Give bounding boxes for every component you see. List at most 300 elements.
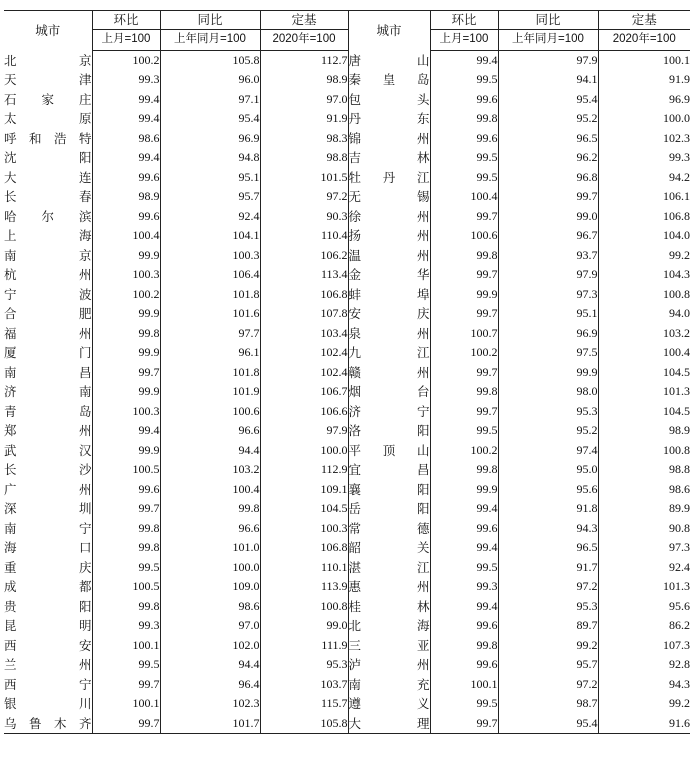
- right-yoy-value: 95.4: [498, 714, 598, 734]
- left-yoy-value: 92.4: [160, 207, 260, 227]
- right-yoy-value: 96.9: [498, 324, 598, 344]
- left-city-name: 沈阳: [4, 150, 92, 166]
- price-index-table: [4, 10, 690, 734]
- left-yoy-value: 95.1: [160, 168, 260, 188]
- left-base-value: 103.7: [260, 675, 348, 695]
- right-mom-value: 99.7: [430, 265, 498, 285]
- left-base-value: 112.7: [260, 50, 348, 70]
- left-base-value: 97.2: [260, 187, 348, 207]
- right-yoy-value: 93.7: [498, 246, 598, 266]
- right-mom-value: 99.4: [430, 499, 498, 519]
- left-mom-value: 99.8: [92, 538, 160, 558]
- right-base-value: 98.6: [598, 480, 690, 500]
- left-city-name: 贵阳: [4, 598, 92, 614]
- right-base-value: 92.8: [598, 655, 690, 675]
- left-city-name: 合肥: [4, 306, 92, 322]
- right-base-value: 99.3: [598, 148, 690, 168]
- left-base-value: 98.9: [260, 70, 348, 90]
- right-mom-value: 99.8: [430, 636, 498, 656]
- table-row: [4, 636, 690, 656]
- right-base-value: 94.2: [598, 168, 690, 188]
- left-yoy-value: 101.0: [160, 538, 260, 558]
- table-row: [4, 343, 690, 363]
- table-row: [4, 148, 690, 168]
- header-city-right: 城市: [348, 11, 430, 51]
- right-mom-value: 100.4: [430, 187, 498, 207]
- right-yoy-value: 97.9: [498, 50, 598, 70]
- right-yoy-value: 95.7: [498, 655, 598, 675]
- left-yoy-value: 94.4: [160, 655, 260, 675]
- right-city-name: 韶关: [348, 538, 430, 558]
- right-base-value: 101.3: [598, 382, 690, 402]
- left-mom-value: 99.5: [92, 655, 160, 675]
- left-mom-value: 99.4: [92, 148, 160, 168]
- subheader-mom-left: 上月=100: [92, 30, 160, 51]
- right-base-value: 104.5: [598, 363, 690, 383]
- right-yoy-value: 99.2: [498, 636, 598, 656]
- right-yoy-value: 91.7: [498, 558, 598, 578]
- left-mom-value: 99.8: [92, 324, 160, 344]
- right-base-value: 99.2: [598, 694, 690, 714]
- subheader-base-left: 2020年=100: [260, 30, 348, 51]
- table-row: [4, 129, 690, 149]
- left-mom-value: 99.7: [92, 363, 160, 383]
- left-city-name: 石家庄: [4, 91, 92, 107]
- right-city-name: 湛江: [348, 558, 430, 578]
- left-yoy-value: 101.7: [160, 714, 260, 734]
- right-mom-value: 99.6: [430, 655, 498, 675]
- left-base-value: 106.8: [260, 538, 348, 558]
- left-city-name: 郑州: [4, 423, 92, 439]
- right-yoy-value: 94.1: [498, 70, 598, 90]
- left-base-value: 106.6: [260, 402, 348, 422]
- right-city-name: 蚌埠: [348, 285, 430, 305]
- left-mom-value: 99.3: [92, 616, 160, 636]
- right-city-name: 平顶山: [348, 441, 430, 461]
- right-mom-value: 99.4: [430, 597, 498, 617]
- left-base-value: 111.9: [260, 636, 348, 656]
- left-base-value: 100.8: [260, 597, 348, 617]
- right-base-value: 100.8: [598, 285, 690, 305]
- table-row: [4, 324, 690, 344]
- left-mom-value: 99.8: [92, 597, 160, 617]
- right-base-value: 98.8: [598, 460, 690, 480]
- table-row: [4, 90, 690, 110]
- left-mom-value: 100.5: [92, 577, 160, 597]
- right-mom-value: 99.5: [430, 421, 498, 441]
- right-city-name: 锦州: [348, 129, 430, 149]
- right-city-name: 桂林: [348, 597, 430, 617]
- right-mom-value: 100.7: [430, 324, 498, 344]
- left-base-value: 100.3: [260, 519, 348, 539]
- left-mom-value: 100.2: [92, 285, 160, 305]
- table-row: [4, 714, 690, 734]
- table-body: [4, 50, 690, 734]
- right-yoy-value: 96.8: [498, 168, 598, 188]
- right-yoy-value: 94.3: [498, 519, 598, 539]
- left-yoy-value: 94.4: [160, 441, 260, 461]
- right-city-name: 金华: [348, 265, 430, 285]
- left-mom-value: 99.8: [92, 519, 160, 539]
- left-yoy-value: 96.1: [160, 343, 260, 363]
- right-base-value: 100.4: [598, 343, 690, 363]
- right-base-value: 100.0: [598, 109, 690, 129]
- left-yoy-value: 96.0: [160, 70, 260, 90]
- right-yoy-value: 98.7: [498, 694, 598, 714]
- right-city-name: 常德: [348, 519, 430, 539]
- left-base-value: 97.9: [260, 421, 348, 441]
- right-city-name: 牡丹江: [348, 168, 430, 188]
- right-base-value: 104.3: [598, 265, 690, 285]
- right-yoy-value: 99.7: [498, 187, 598, 207]
- left-base-value: 107.8: [260, 304, 348, 324]
- right-yoy-value: 96.7: [498, 226, 598, 246]
- right-city-name: 赣州: [348, 363, 430, 383]
- left-mom-value: 99.6: [92, 207, 160, 227]
- left-city-name: 西安: [4, 637, 92, 653]
- right-yoy-value: 95.0: [498, 460, 598, 480]
- right-base-value: 95.6: [598, 597, 690, 617]
- right-mom-value: 99.5: [430, 148, 498, 168]
- left-city-name: 青岛: [4, 403, 92, 419]
- right-base-value: 89.9: [598, 499, 690, 519]
- left-base-value: 98.8: [260, 148, 348, 168]
- header-yoy-right: 同比: [498, 11, 598, 30]
- table-row: [4, 597, 690, 617]
- right-mom-value: 99.8: [430, 382, 498, 402]
- left-mom-value: 99.7: [92, 714, 160, 734]
- right-yoy-value: 96.5: [498, 538, 598, 558]
- table-header: [4, 11, 690, 51]
- table-row: [4, 538, 690, 558]
- left-city-name: 兰州: [4, 657, 92, 673]
- left-city-name: 南昌: [4, 364, 92, 380]
- right-base-value: 103.2: [598, 324, 690, 344]
- left-base-value: 98.3: [260, 129, 348, 149]
- right-mom-value: 99.5: [430, 70, 498, 90]
- left-city-name: 宁波: [4, 286, 92, 302]
- right-yoy-value: 95.2: [498, 109, 598, 129]
- right-yoy-value: 97.2: [498, 675, 598, 695]
- left-yoy-value: 100.0: [160, 558, 260, 578]
- left-base-value: 102.4: [260, 343, 348, 363]
- right-city-name: 岳阳: [348, 499, 430, 519]
- left-yoy-value: 104.1: [160, 226, 260, 246]
- subheader-yoy-right: 上年同月=100: [498, 30, 598, 51]
- right-mom-value: 99.4: [430, 50, 498, 70]
- left-city-name: 南京: [4, 247, 92, 263]
- left-mom-value: 99.6: [92, 168, 160, 188]
- left-city-name: 天津: [4, 72, 92, 88]
- left-mom-value: 99.9: [92, 441, 160, 461]
- table-row: [4, 460, 690, 480]
- left-city-name: 武汉: [4, 442, 92, 458]
- table-row: [4, 226, 690, 246]
- right-mom-value: 99.8: [430, 460, 498, 480]
- table-row: [4, 70, 690, 90]
- right-mom-value: 99.7: [430, 363, 498, 383]
- left-mom-value: 99.6: [92, 480, 160, 500]
- right-city-name: 九江: [348, 343, 430, 363]
- table-row: [4, 675, 690, 695]
- header-yoy-left: 同比: [160, 11, 260, 30]
- left-city-name: 长沙: [4, 462, 92, 478]
- right-yoy-value: 95.3: [498, 597, 598, 617]
- right-yoy-value: 97.4: [498, 441, 598, 461]
- right-base-value: 106.8: [598, 207, 690, 227]
- left-yoy-value: 101.8: [160, 363, 260, 383]
- right-city-name: 唐山: [348, 50, 430, 70]
- left-yoy-value: 106.4: [160, 265, 260, 285]
- right-base-value: 86.2: [598, 616, 690, 636]
- right-mom-value: 100.6: [430, 226, 498, 246]
- right-base-value: 99.2: [598, 246, 690, 266]
- left-base-value: 97.0: [260, 90, 348, 110]
- header-base-left: 定基: [260, 11, 348, 30]
- right-city-name: 温州: [348, 246, 430, 266]
- right-mom-value: 100.1: [430, 675, 498, 695]
- right-yoy-value: 97.3: [498, 285, 598, 305]
- header-base-right: 定基: [598, 11, 690, 30]
- left-yoy-value: 105.8: [160, 50, 260, 70]
- left-base-value: 105.8: [260, 714, 348, 734]
- left-city-name: 上海: [4, 228, 92, 244]
- right-city-name: 泸州: [348, 655, 430, 675]
- table-row: [4, 50, 690, 70]
- right-city-name: 宜昌: [348, 460, 430, 480]
- left-yoy-value: 100.6: [160, 402, 260, 422]
- left-base-value: 101.5: [260, 168, 348, 188]
- right-city-name: 洛阳: [348, 421, 430, 441]
- right-base-value: 100.1: [598, 50, 690, 70]
- left-base-value: 102.4: [260, 363, 348, 383]
- left-city-name: 深圳: [4, 501, 92, 517]
- left-city-name: 杭州: [4, 267, 92, 283]
- left-city-name: 福州: [4, 325, 92, 341]
- left-base-value: 104.5: [260, 499, 348, 519]
- right-mom-value: 99.6: [430, 616, 498, 636]
- left-yoy-value: 101.9: [160, 382, 260, 402]
- table-row: [4, 168, 690, 188]
- right-yoy-value: 91.8: [498, 499, 598, 519]
- right-mom-value: 99.7: [430, 714, 498, 734]
- left-city-name: 南宁: [4, 520, 92, 536]
- price-index-table-container: [4, 10, 690, 734]
- right-city-name: 无锡: [348, 187, 430, 207]
- subheader-mom-right: 上月=100: [430, 30, 498, 51]
- right-yoy-value: 99.9: [498, 363, 598, 383]
- subheader-yoy-left: 上年同月=100: [160, 30, 260, 51]
- left-city-name: 哈尔滨: [4, 208, 92, 224]
- right-mom-value: 99.6: [430, 90, 498, 110]
- left-city-name: 济南: [4, 384, 92, 400]
- right-city-name: 泉州: [348, 324, 430, 344]
- right-mom-value: 99.9: [430, 480, 498, 500]
- right-yoy-value: 89.7: [498, 616, 598, 636]
- left-mom-value: 99.3: [92, 70, 160, 90]
- left-yoy-value: 100.3: [160, 246, 260, 266]
- right-base-value: 100.8: [598, 441, 690, 461]
- left-mom-value: 98.6: [92, 129, 160, 149]
- left-yoy-value: 102.0: [160, 636, 260, 656]
- right-yoy-value: 97.9: [498, 265, 598, 285]
- right-mom-value: 99.5: [430, 694, 498, 714]
- left-city-name: 银川: [4, 696, 92, 712]
- right-city-name: 吉林: [348, 148, 430, 168]
- left-city-name: 昆明: [4, 618, 92, 634]
- right-yoy-value: 97.2: [498, 577, 598, 597]
- right-yoy-value: 95.6: [498, 480, 598, 500]
- right-mom-value: 99.9: [430, 285, 498, 305]
- header-mom-left: 环比: [92, 11, 160, 30]
- right-mom-value: 99.6: [430, 519, 498, 539]
- left-mom-value: 100.1: [92, 694, 160, 714]
- left-base-value: 103.4: [260, 324, 348, 344]
- left-base-value: 100.0: [260, 441, 348, 461]
- header-mom-right: 环比: [430, 11, 498, 30]
- subheader-base-right: 2020年=100: [598, 30, 690, 51]
- right-city-name: 扬州: [348, 226, 430, 246]
- right-base-value: 107.3: [598, 636, 690, 656]
- table-row: [4, 694, 690, 714]
- left-city-name: 北京: [4, 52, 92, 68]
- right-mom-value: 99.5: [430, 558, 498, 578]
- right-city-name: 南充: [348, 675, 430, 695]
- left-base-value: 112.9: [260, 460, 348, 480]
- left-mom-value: 99.9: [92, 382, 160, 402]
- left-mom-value: 99.7: [92, 675, 160, 695]
- right-mom-value: 99.8: [430, 246, 498, 266]
- left-base-value: 95.3: [260, 655, 348, 675]
- right-city-name: 徐州: [348, 207, 430, 227]
- left-yoy-value: 101.6: [160, 304, 260, 324]
- table-row: [4, 519, 690, 539]
- table-row: [4, 480, 690, 500]
- right-base-value: 96.9: [598, 90, 690, 110]
- right-city-name: 大理: [348, 714, 430, 734]
- table-row: [4, 402, 690, 422]
- left-yoy-value: 96.9: [160, 129, 260, 149]
- left-base-value: 106.2: [260, 246, 348, 266]
- right-city-name: 惠州: [348, 577, 430, 597]
- left-city-name: 呼和浩特: [4, 130, 92, 146]
- table-row: [4, 304, 690, 324]
- left-city-name: 乌鲁木齐: [4, 714, 92, 734]
- right-yoy-value: 97.5: [498, 343, 598, 363]
- right-city-name: 济宁: [348, 402, 430, 422]
- left-mom-value: 99.7: [92, 499, 160, 519]
- left-yoy-value: 94.8: [160, 148, 260, 168]
- left-mom-value: 100.5: [92, 460, 160, 480]
- left-city-name: 长春: [4, 189, 92, 205]
- right-yoy-value: 98.0: [498, 382, 598, 402]
- table-row: [4, 187, 690, 207]
- left-base-value: 110.1: [260, 558, 348, 578]
- table-row: [4, 558, 690, 578]
- right-mom-value: 99.5: [430, 168, 498, 188]
- right-base-value: 102.3: [598, 129, 690, 149]
- left-mom-value: 100.3: [92, 265, 160, 285]
- left-mom-value: 100.3: [92, 402, 160, 422]
- left-base-value: 113.9: [260, 577, 348, 597]
- left-base-value: 113.4: [260, 265, 348, 285]
- table-row: [4, 499, 690, 519]
- left-yoy-value: 101.8: [160, 285, 260, 305]
- left-yoy-value: 100.4: [160, 480, 260, 500]
- right-yoy-value: 95.2: [498, 421, 598, 441]
- right-mom-value: 99.4: [430, 538, 498, 558]
- right-mom-value: 100.2: [430, 441, 498, 461]
- left-base-value: 110.4: [260, 226, 348, 246]
- table-row: [4, 655, 690, 675]
- left-yoy-value: 102.3: [160, 694, 260, 714]
- table-row: [4, 265, 690, 285]
- right-base-value: 94.0: [598, 304, 690, 324]
- right-base-value: 90.8: [598, 519, 690, 539]
- left-base-value: 99.0: [260, 616, 348, 636]
- left-mom-value: 100.2: [92, 50, 160, 70]
- left-yoy-value: 95.4: [160, 109, 260, 129]
- right-yoy-value: 99.0: [498, 207, 598, 227]
- left-yoy-value: 97.0: [160, 616, 260, 636]
- right-mom-value: 99.7: [430, 304, 498, 324]
- right-base-value: 92.4: [598, 558, 690, 578]
- left-mom-value: 99.9: [92, 304, 160, 324]
- right-city-name: 包头: [348, 90, 430, 110]
- left-yoy-value: 97.7: [160, 324, 260, 344]
- left-mom-value: 98.9: [92, 187, 160, 207]
- left-yoy-value: 97.1: [160, 90, 260, 110]
- table-row: [4, 441, 690, 461]
- left-mom-value: 99.9: [92, 343, 160, 363]
- left-yoy-value: 103.2: [160, 460, 260, 480]
- right-base-value: 97.3: [598, 538, 690, 558]
- left-mom-value: 99.4: [92, 421, 160, 441]
- left-base-value: 91.9: [260, 109, 348, 129]
- left-city-name: 重庆: [4, 559, 92, 575]
- left-mom-value: 99.4: [92, 90, 160, 110]
- right-base-value: 98.9: [598, 421, 690, 441]
- left-mom-value: 100.1: [92, 636, 160, 656]
- left-yoy-value: 96.4: [160, 675, 260, 695]
- right-base-value: 104.5: [598, 402, 690, 422]
- right-mom-value: 99.6: [430, 129, 498, 149]
- left-yoy-value: 95.7: [160, 187, 260, 207]
- right-base-value: 91.6: [598, 714, 690, 734]
- right-mom-value: 99.3: [430, 577, 498, 597]
- left-base-value: 106.8: [260, 285, 348, 305]
- left-city-name: 海口: [4, 540, 92, 556]
- left-yoy-value: 109.0: [160, 577, 260, 597]
- left-mom-value: 99.4: [92, 109, 160, 129]
- table-row: [4, 207, 690, 227]
- left-city-name: 大连: [4, 169, 92, 185]
- table-row: [4, 421, 690, 441]
- right-city-name: 襄阳: [348, 480, 430, 500]
- right-yoy-value: 95.4: [498, 90, 598, 110]
- left-city-name: 太原: [4, 111, 92, 127]
- left-city-name: 广州: [4, 481, 92, 497]
- left-city-name: 成都: [4, 579, 92, 595]
- right-yoy-value: 96.5: [498, 129, 598, 149]
- left-mom-value: 100.4: [92, 226, 160, 246]
- table-row: [4, 577, 690, 597]
- left-yoy-value: 99.8: [160, 499, 260, 519]
- right-base-value: 106.1: [598, 187, 690, 207]
- table-row: [4, 382, 690, 402]
- right-city-name: 丹东: [348, 109, 430, 129]
- left-mom-value: 99.5: [92, 558, 160, 578]
